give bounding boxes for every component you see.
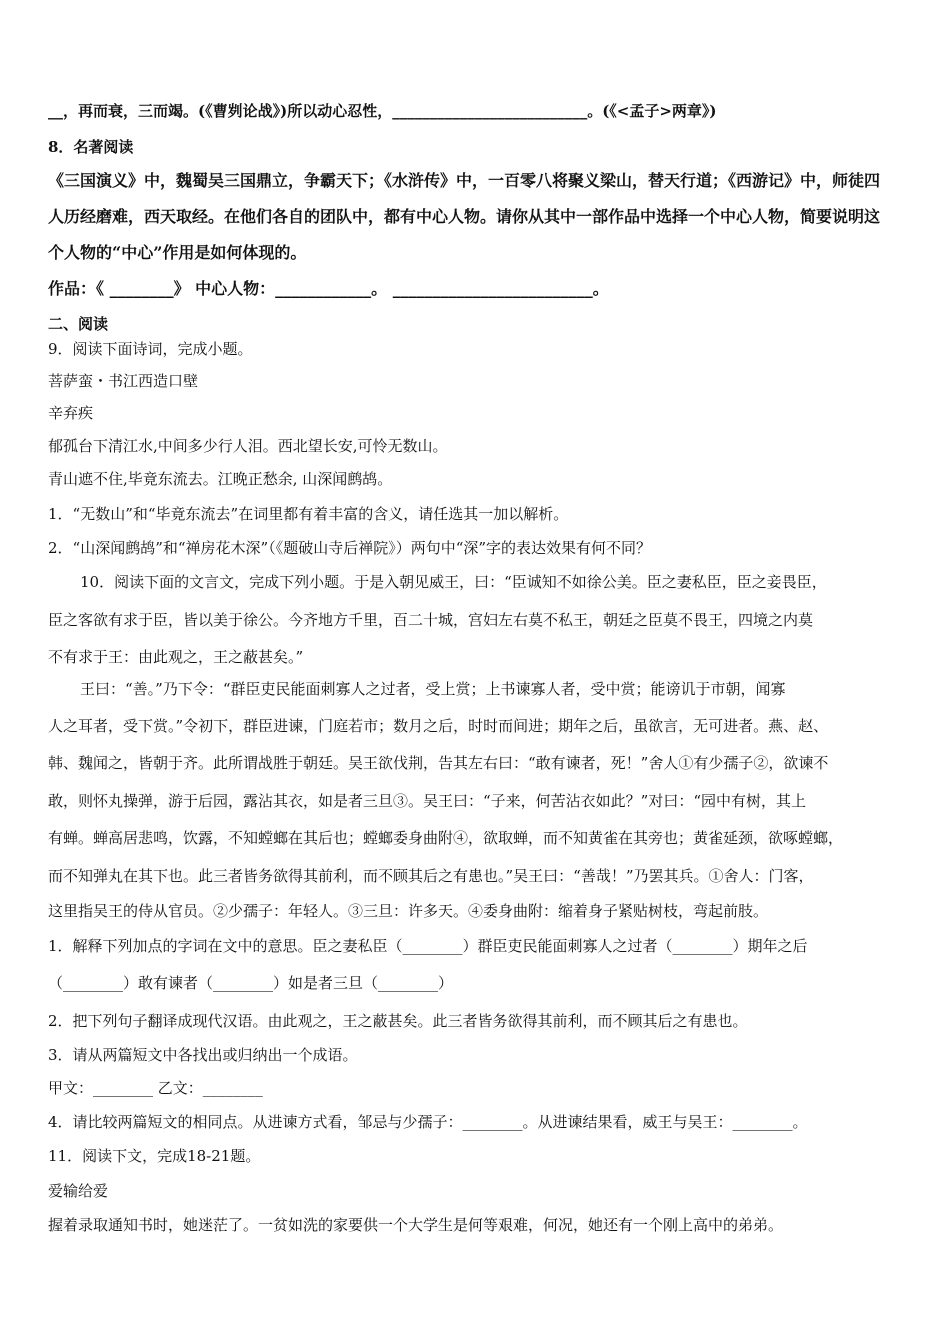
question-9-heading: 9．阅读下面诗词，完成小题。 <box>48 340 253 358</box>
poem-line-1: 郁孤台下清江水,中间多少行人泪。西北望长安,可怜无数山。 <box>48 437 448 455</box>
question-8-answer-line: 作品：《 ________》 中心人物：____________。 _________________________。 <box>48 279 609 298</box>
question-10-sub-3: 3．请从两篇短文中各找出或归纳出一个成语。 <box>48 1046 358 1064</box>
poem-line-2: 青山遮不住,毕竟东流去。江晚正愁余, 山深闻鹧鸪。 <box>48 470 393 488</box>
question-9-sub-2: 2．“山深闻鹧鸪”和“禅房花木深”（《题破山寺后禅院》）两句中“深”字的表达效果有何不同？ <box>48 539 652 557</box>
question-10-sub-1-a: 1．解释下列加点的字词在文中的意思。臣之妻私臣（________）群臣吏民能面刺寡人之过者（________）期年之后 <box>48 937 808 955</box>
passage-a-line-2: 臣之客欲有求于臣，皆以美于徐公。今齐地方千里，百二十城，宫妇左右莫不私王，朝廷之臣莫不畏王，四境之内莫 <box>48 611 814 629</box>
question-10-sub-1-b: （________）敢有谏者（________）如是者三旦（________） <box>48 974 454 992</box>
passage-a-line-1: 10．阅读下面的文言文，完成下列小题。于是入朝见威王，曰：“臣诚知不如徐公美。臣之妻私臣，臣之妾畏臣， <box>80 573 827 591</box>
passage-b-line-1: 韩、魏闻之，皆朝于齐。此所谓战胜于朝廷。吴王欲伐荆，告其左右曰：“敢有谏者，死！”舍人①有少孺子②，欲谏不 <box>48 754 829 772</box>
poem-author: 辛弃疾 <box>48 404 94 422</box>
question-8-text-3: 个人物的“中心”作用是如何体现的。 <box>48 243 307 262</box>
story-first-line: 握着录取通知书时，她迷茫了。一贫如洗的家要供一个大学生是何等艰难，何况，她还有一个刚上高中的弟弟。 <box>48 1216 784 1234</box>
poem-title: 菩萨蛮・书江西造口壁 <box>48 372 199 390</box>
question-10-sub-4: 4．请比较两篇短文的相同点。从进谏方式看，邹忌与少孺子：________。从进谏结果看，威王与吴王：________。 <box>48 1113 808 1131</box>
section-2-heading: 二、阅读 <box>48 315 109 333</box>
question-8-text-2: 人历经磨难，西天取经。在他们各自的团队中，都有中心人物。请你从其中一部作品中选择一个中心人物，简要说明这 <box>48 207 881 226</box>
passage-a-line-4: 王曰：“善。”乃下令：“群臣吏民能面刺寡人之过者，受上赏；上书谏寡人者，受中赏；能谤讥于市朝，闻寡 <box>80 680 786 698</box>
question-9-sub-1: 1．“无数山”和“毕竟东流去”在词里都有着丰富的含义，请任选其一加以解析。 <box>48 505 569 523</box>
question-8-text-1: 《三国演义》中，魏蜀吴三国鼎立，争霸天下；《水浒传》中，一百零八将聚义梁山，替天行道；《西游记》中，师徒四 <box>48 171 881 190</box>
passage-b-line-2: 敢，则怀丸操弹，游于后园，露沾其衣，如是者三旦③。吴王曰：“子来，何苦沾衣如此？”对曰：“园中有树，其上 <box>48 792 807 810</box>
question-8-heading: 8．名著阅读 <box>48 138 134 156</box>
passage-b-line-4: 而不知弹丸在其下也。此三者皆务欲得其前利，而不顾其后之有患也。”吴王曰：“善哉！”乃罢其兵。①舍人：门客， <box>48 867 814 885</box>
text-line-quote-fill: __，再而衰，三而竭。(《曹刿论战》)所以动心忍性，__________________________。(《<孟子>两章》) <box>48 102 717 120</box>
question-11-heading: 11．阅读下文，完成18-21题。 <box>48 1147 261 1165</box>
passage-b-line-3: 有蝉。蝉高居悲鸣，饮露，不知螳螂在其后也；螳螂委身曲附④，欲取蝉，而不知黄雀在其旁也；黄雀延颈，欲啄螳螂， <box>48 829 844 847</box>
question-10-sub-2: 2．把下列句子翻译成现代汉语。由此观之，王之蔽甚矣。此三者皆务欲得其前利，而不顾其后之有患也。 <box>48 1012 748 1030</box>
passage-a-line-3: 不有求于王：由此观之，王之蔽甚矣。” <box>48 648 304 666</box>
passage-b-notes: 这里指吴王的侍从官员。②少孺子：年轻人。③三旦：许多天。④委身曲附：缩着身子紧贴树枝，弯起前肢。 <box>48 902 769 920</box>
passage-a-line-5: 人之耳者，受下赏。”令初下，群臣进谏，门庭若市；数月之后，时时而间进；期年之后，虽欲言，无可进者。燕、赵、 <box>48 717 829 735</box>
story-title: 爱输给爱 <box>48 1182 109 1200</box>
question-10-sub-3-answers: 甲文：________ 乙文：________ <box>48 1079 263 1097</box>
